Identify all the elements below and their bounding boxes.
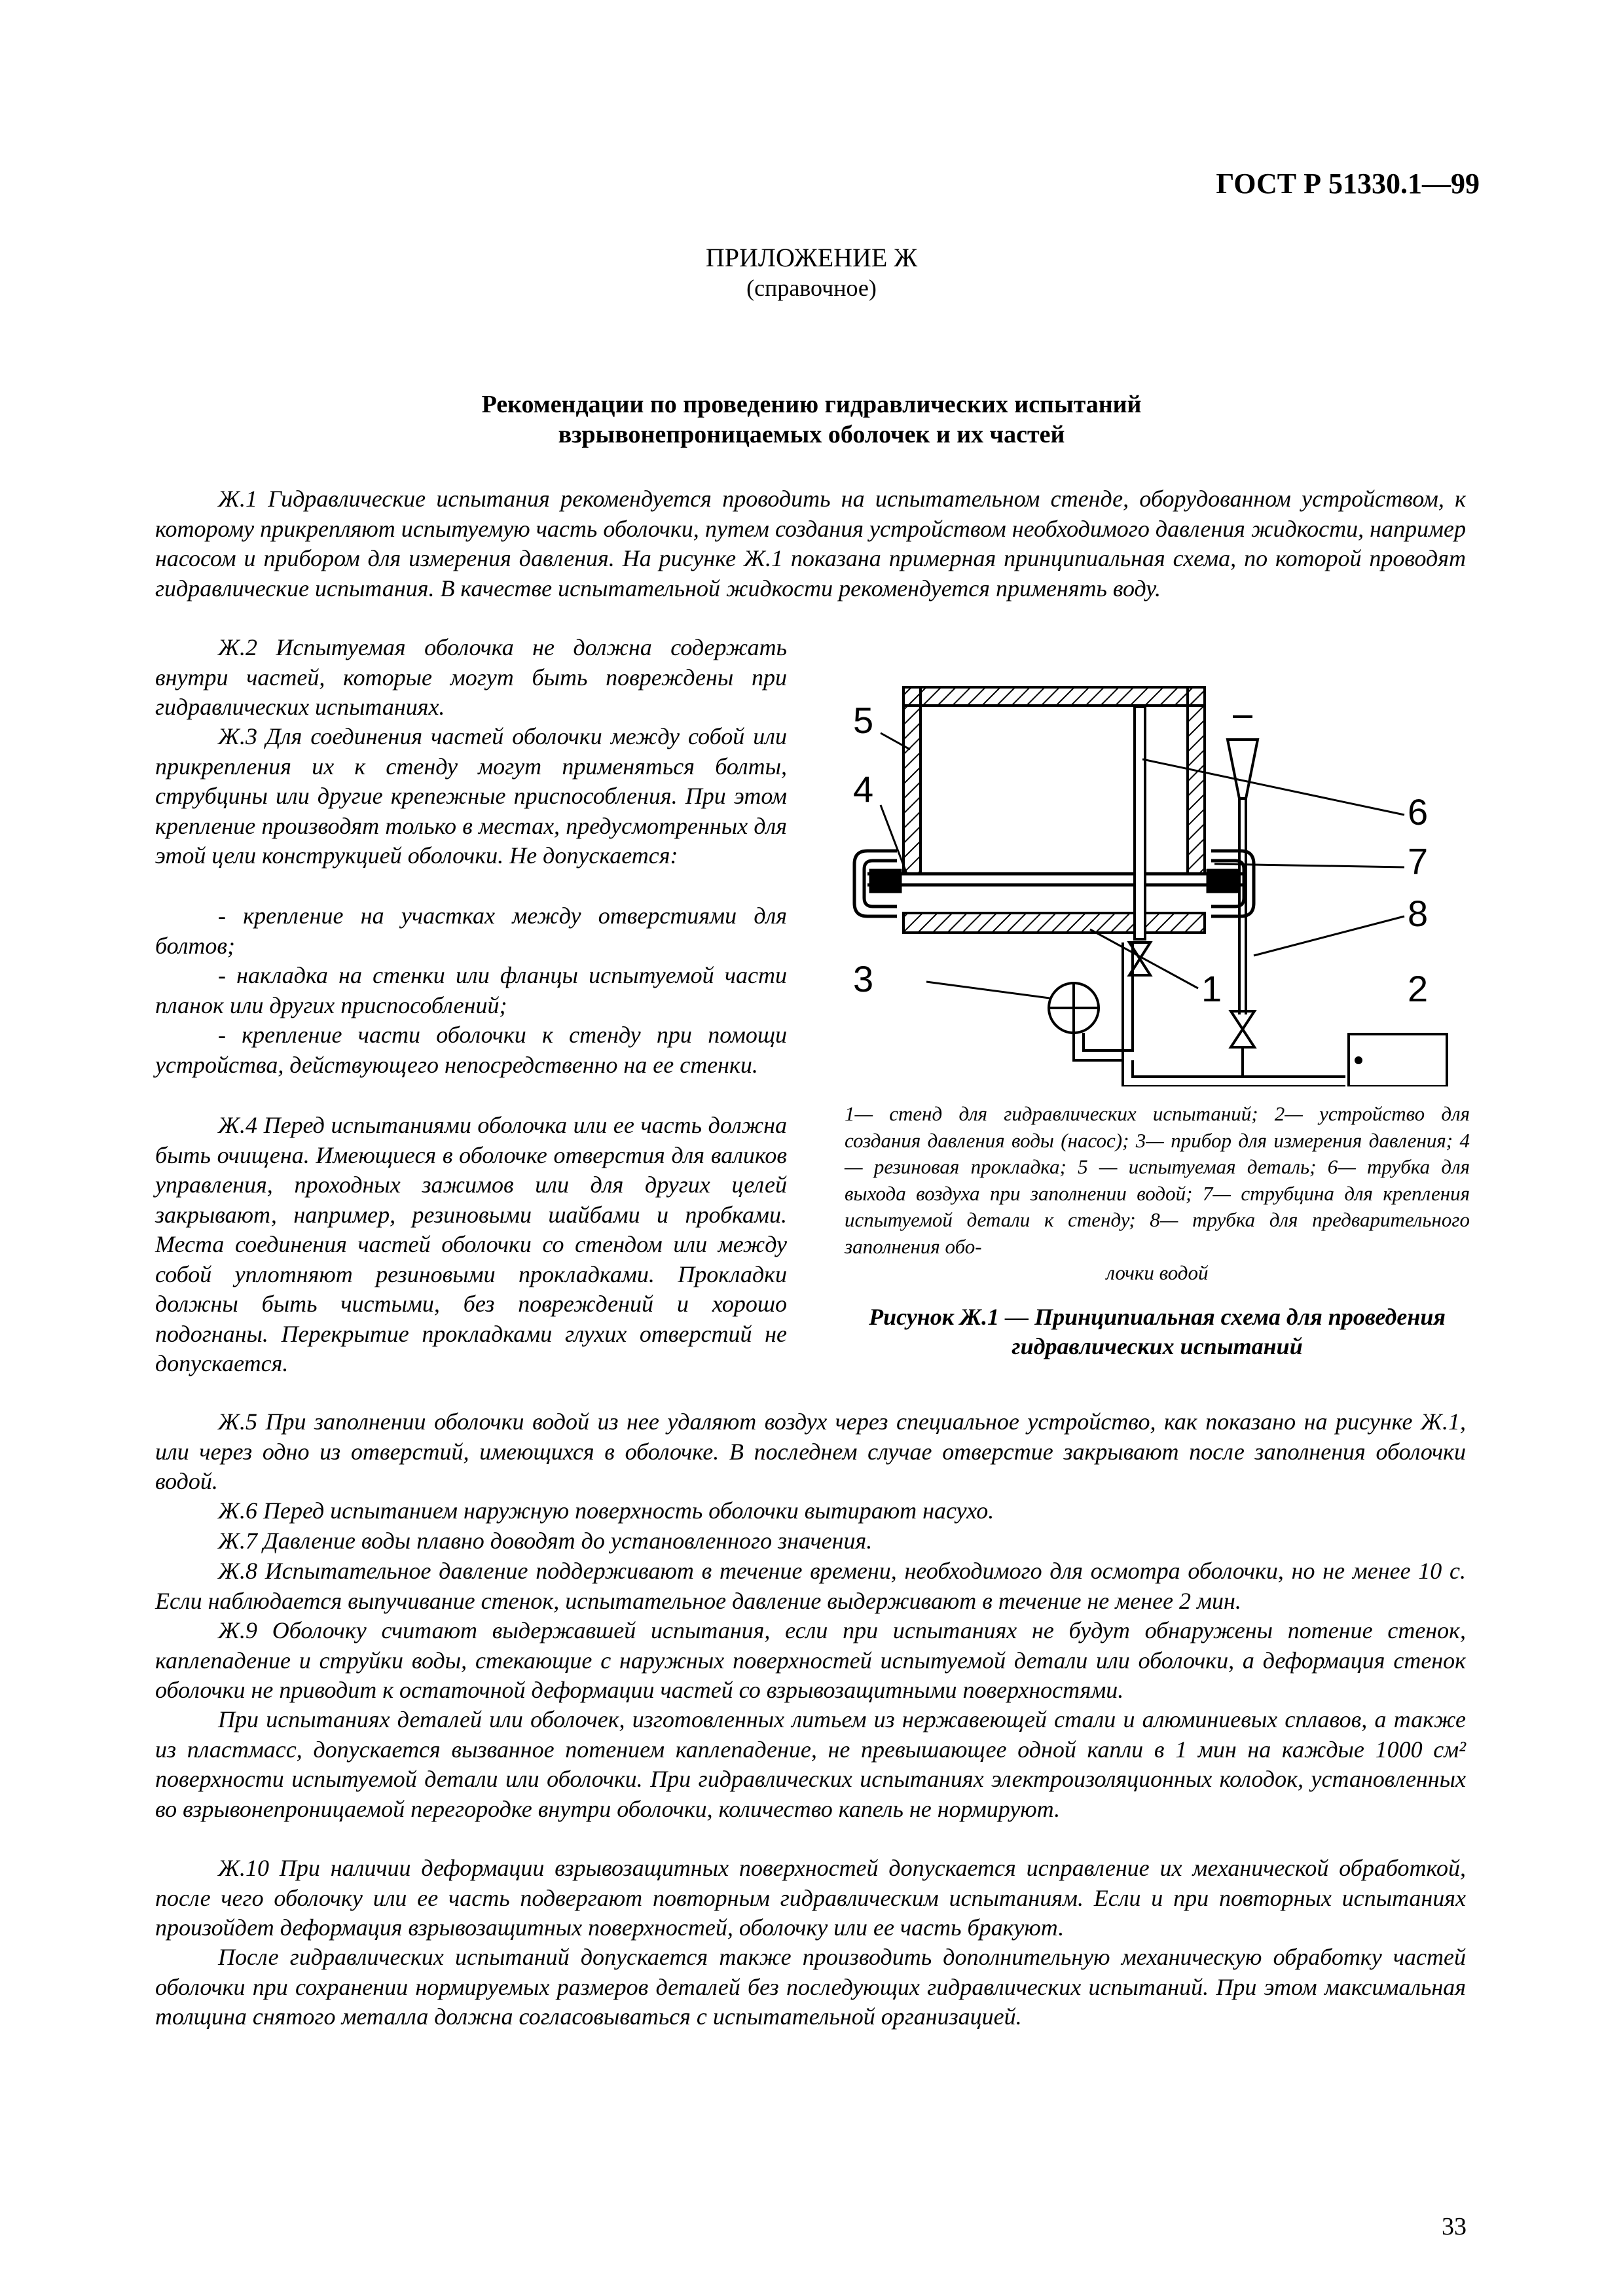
paragraph-zh4: Ж.4 Перед испытаниями оболочка или ее часть должна быть очищена. Имеющиеся в оболочке отверстия для валиков управления, проходных зажимов или для других целей закрывают, например, резиновыми шайбами и пробками. Места соединения частей оболочки со стендом или между собой уплотняют резиновыми прокладками. Прокладки должны быть чистыми, без повреждений и хорошо подогнаны. Перекрытие прокладками глухих отверстий не допускается. [155, 1112, 787, 1376]
paragraph-zh9: Ж.9 Оболочку считают выдержавшей испытания, если при испытаниях не будут обнаружены потение стенок, каплепадение и струйки воды, стекающие с наружных поверхностей испытуемой детали или оболочки, а деформация стенок оболочки не приводит к остаточной деформации частей со взрывозащитными поверхностями. [155, 1617, 1466, 1703]
pipeline [1074, 942, 1345, 1086]
paragraph-zh2: Ж.2 Испытуемая оболочка не должна содержать внутри частей, которые могут быть повреждены при гидравлических испытаниях. [155, 634, 787, 720]
document-title-line-1: Рекомендации по проведению гидравлических испытаний [481, 391, 1142, 418]
figure-label-2: 2 [1408, 968, 1429, 1009]
air-tube [1129, 707, 1150, 975]
paragraph-zh5: Ж.5 При заполнении оболочки водой из нее удаляют воздух через специальное устройство, как показано на рисунке Ж.1, или через одно из отверстий, имеющихся в оболочке. В последнем случае отверстие закрывают после заполнения оболочки водой. [155, 1408, 1466, 1494]
figure-label-8: 8 [1408, 893, 1429, 934]
paragraph-zh3: Ж.3 Для соединения частей оболочки между собой или прикрепления их к стенду могут применяться болты, струбцины или другие крепежные приспособления. При этом крепление производят только в местах, предусмотренных для этой цели конструкцией оболочки. Не допускается: [155, 723, 787, 869]
standard-designation: ГОСТ Р 51330.1—99 [1216, 168, 1480, 200]
paragraph-zh8: Ж.8 Испытательное давление поддерживают в течение времени, необходимого для осмотра оболочки, но не менее 10 с. Если наблюдается выпучивание стенок, испытательное давление выдерживают в течение не менее 2 мин. [155, 1558, 1466, 1614]
figure-caption-last-line: лочки водой [1106, 1261, 1209, 1284]
document-title-line-2: взрывонепроницаемых оболочек и их частей [558, 421, 1065, 448]
figure-label-4: 4 [853, 768, 874, 810]
paragraph-zh9-castings: При испытаниях деталей или оболочек, изготовленных литьем из нержавеющей стали и алюминиевых сплавов, а также из пластмасс, допускается вызванное потением каплепадение, не превышающее одной капли в 1 мин на каждые 1000 см² поверхности испытуемой детали или оболочки. При гидравлических испытаниях электроизоляционных колодок, установленных во взрывонепроницаемой перегородке внутри оболочки, количество капель не нормируют. [155, 1706, 1466, 1822]
paragraph-zh3-item-c: - крепление части оболочки к стенду при помощи устройства, действующего непосредственно на ее стенки. [155, 1022, 787, 1078]
paragraph-zh3-item-b: - накладка на стенки или фланцы испытуемой части планок или других приспособлений; [155, 962, 787, 1018]
paragraph-post-machining: После гидравлических испытаний допускается также производить дополнительную механическую обработку частей оболочки при сохранении нормируемых размеров деталей без последующих гидравлических испытаний. При этом максимальная толщина снятого металла должна согласовываться с испытательной организацией. [155, 1944, 1466, 2030]
figure-caption [845, 1101, 1470, 1287]
paragraph-zh7: Ж.7 Давление воды плавно доводят до установленного значения. [218, 1528, 873, 1554]
figure-label-7: 7 [1408, 840, 1429, 882]
paragraph-zh1: Ж.1 Гидравлические испытания рекомендуется проводить на испытательном стенде, оборудованном устройством, к которому прикрепляют испытуемую часть оболочки, путем создания устройством необходимого давления жидкости, например насосом и прибором для измерения давления. На рисунке Ж.1 показана примерная принципиальная схема, по которой проводят гидравлические испытания. В качестве испытательной жидкости рекомендуется применять воду. [155, 486, 1466, 601]
paragraph-zh10: Ж.10 При наличии деформации взрывозащитных поверхностей допускается исправление их механической обработкой, после чего оболочку или ее часть подвергают повторным гидравлическим испытаниям. Если и при повторных испытаниях произойдет деформация взрывозащитных поверхностей, оболочку или ее часть бракуют. [155, 1855, 1466, 1941]
clamp-left [854, 851, 900, 916]
paragraph-zh3-item-a: - крепление на участках между отверстиями для болтов; [155, 903, 787, 959]
test-stand-plate [867, 874, 1247, 885]
page-number: 33 [1442, 2213, 1467, 2240]
appendix-subtitle: (справочное) [746, 275, 877, 301]
test-enclosure [903, 687, 1205, 933]
figure-label-5: 5 [853, 700, 874, 741]
figure-caption-text: 1— стенд для гидравлических испытаний; 2— устройство для создания давления воды (насос); 3— прибор для измерения давления; 4 — резиновая прокладка; 5 — испытуемая деталь; 6— трубка для выхода воздуха при заполнении водой; 7— струбцина для крепления испытуемой детали к стенду; 8— трубка для предварительного заполнения обо- [845, 1102, 1470, 1258]
figure-label-3: 3 [853, 958, 874, 999]
document-title [0, 389, 1623, 450]
pressure-gauge [1049, 983, 1099, 1033]
figure-label-6: 6 [1408, 791, 1429, 833]
pump [1349, 1034, 1447, 1086]
figure-title: Рисунок Ж.1 — Принципиальная схема для проведения гидравлических испытаний [869, 1304, 1446, 1359]
paragraph-zh6: Ж.6 Перед испытанием наружную поверхность оболочки вытирают насухо. [218, 1498, 994, 1524]
appendix-title: ПРИЛОЖЕНИЕ Ж [705, 243, 918, 272]
hydraulic-test-diagram [841, 668, 1470, 1086]
figure-label-1: 1 [1201, 968, 1222, 1009]
